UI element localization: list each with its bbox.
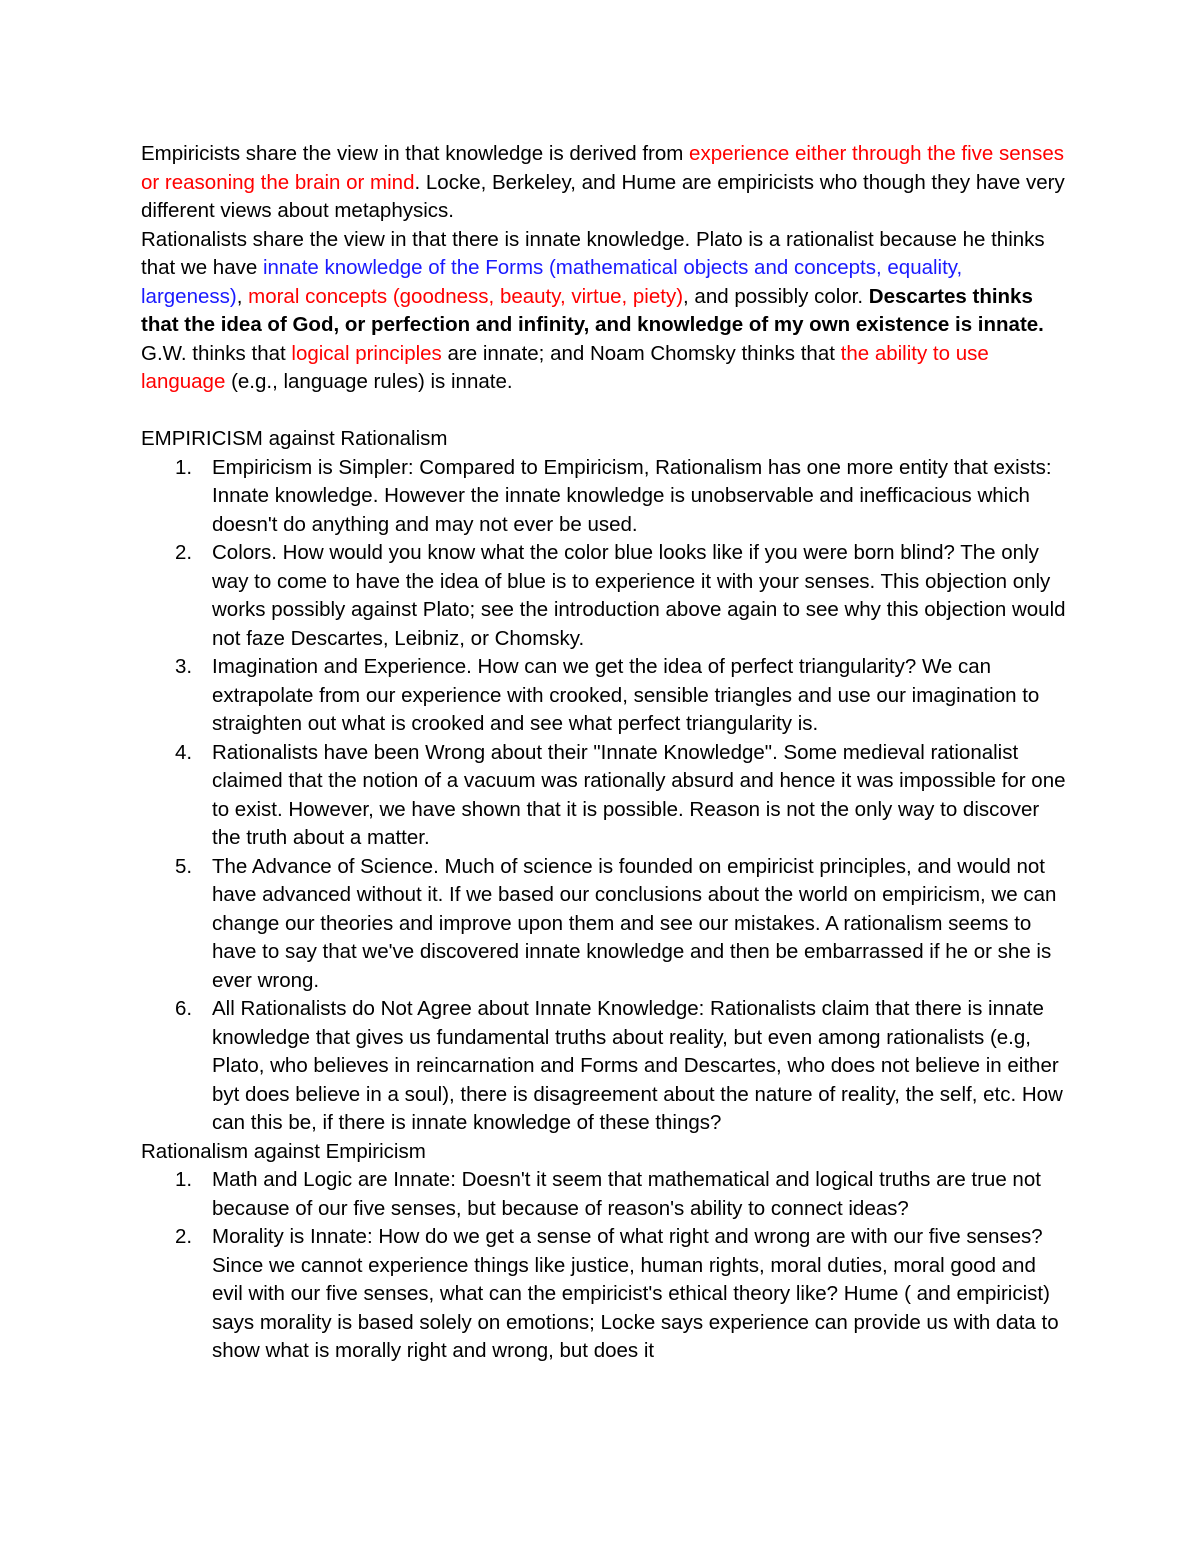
- list-number: 3.: [175, 655, 193, 678]
- intro-text: . Locke, Berkeley, and Hume are empiricists who though they have very different views about metaphysics.: [141, 170, 1065, 222]
- red-highlight: moral concepts (goodness, beauty, virtue, piety): [248, 284, 684, 308]
- intro-paragraph-rationalists: [141, 226, 1066, 397]
- list-item: [141, 454, 1066, 540]
- list-item-text: Empiricism is Simpler: Compared to Empiricism, Rationalism has one more entity that exists: Innate knowledge. However the innate knowledge is unobservable and inefficacious which doesn't do anything and may not ever be used.: [212, 455, 1052, 536]
- intro-text: , and possibly color.: [683, 284, 869, 308]
- section-heading-rationalism: Rationalism against Empiricism: [141, 1139, 426, 1163]
- list-item-text: Morality is Innate: How do we get a sense of what right and wrong are with our five senses? Since we cannot experience things like justice, human rights, moral duties, moral good and evil with our five senses, what can the empiricist's ethical theory like? Hume ( and empiricist) says morality is based solely on emotions; Locke says experience can provide us with data to show what is morally right and wrong, but does it: [212, 1225, 1059, 1362]
- list-item: [141, 1223, 1066, 1366]
- list-number: 5.: [175, 854, 193, 878]
- intro-text: (e.g., language rules) is innate.: [225, 370, 513, 393]
- list-number: 6.: [175, 997, 193, 1020]
- list-item-text: Math and Logic are Innate: Doesn't it seem that mathematical and logical truths are true not because of our five senses, but because of reason's ability to connect ideas?: [212, 1168, 1041, 1220]
- list-item-text: Rationalists have been Wrong about their "Innate Knowledge". Some medieval rationalist claimed that the notion of a vacuum was rationally absurd and hence it was impossible for one to exist. However, we have shown that it is possible. Reason is not the only way to discover the truth about a matter.: [212, 740, 1066, 849]
- bold-statement: Descartes thinks that the idea of God, or perfection and infinity, and knowledge of my own existence is innate.: [141, 284, 1044, 336]
- paragraph-spacer: [141, 397, 1066, 426]
- list-number: 4.: [175, 740, 193, 764]
- list-item: [141, 995, 1066, 1138]
- document-page: [141, 140, 1066, 1366]
- intro-text: Empiricists share the view in that knowledge is derived from: [141, 142, 690, 165]
- intro-paragraph-empiricists: [141, 140, 1066, 226]
- section-heading-empiricism: EMPIRICISM against Rationalism: [141, 427, 448, 450]
- rationalism-argument-list: [141, 1166, 1066, 1366]
- list-item: [141, 739, 1066, 853]
- list-item-text: All Rationalists do Not Agree about Innate Knowledge: Rationalists claim that there is innate knowledge that gives us fundamental truths about reality, but even among rationalists (e.g, Plato, who believes in reincarnation and Forms and Descartes, who does not believe in either byt does believe in a soul), there is disagreement about the nature of reality, the self, etc. How can this be, if there is innate knowledge of these things?: [212, 997, 1063, 1134]
- red-highlight: experience either through the five senses or reasoning the brain or mind: [141, 142, 1064, 194]
- list-number: 2.: [175, 1225, 193, 1248]
- list-item-text: Imagination and Experience. How can we get the idea of perfect triangularity? We can extrapolate from our experience with crooked, sensible triangles and use our imagination to straighten out what is crooked and see what perfect triangularity is.: [212, 655, 1040, 735]
- list-number: 1.: [175, 1168, 193, 1191]
- list-item: [141, 1166, 1066, 1223]
- list-item-text: Colors. How would you know what the color blue looks like if you were born blind? The only way to come to have the idea of blue is to experience it with your senses. This objection only works possibly against Plato; see the introduction above again to see why this objection would not faze Descartes, Leibniz, or Chomsky.: [212, 541, 1066, 650]
- list-item-text: The Advance of Science. Much of science is founded on empiricist principles, and would not have advanced without it. If we based our conclusions about the world on empiricism, we can change our theories and improve upon them and see our mistakes. A rationalism seems to have to say that we've discovered innate knowledge and then be embarrassed if he or she is ever wrong.: [212, 854, 1057, 992]
- list-item: [141, 853, 1066, 996]
- list-number: 1.: [175, 455, 193, 479]
- empiricism-argument-list: [141, 454, 1066, 1138]
- list-item: [141, 653, 1066, 739]
- intro-text: are innate; and Noam Chomsky thinks that: [441, 341, 841, 365]
- red-highlight: logical principles: [291, 341, 442, 365]
- intro-text: G.W. thinks that: [141, 341, 292, 365]
- intro-text: ,: [236, 284, 249, 308]
- red-highlight: the ability to use language: [141, 341, 989, 393]
- list-item: [141, 539, 1066, 653]
- list-number: 2.: [175, 541, 193, 564]
- blue-highlight: innate knowledge of the Forms (mathematical objects and concepts, equality, largeness): [141, 256, 963, 308]
- intro-text: Rationalists share the view in that there is innate knowledge. Plato is a rationalist because he thinks that we have: [141, 227, 1045, 279]
